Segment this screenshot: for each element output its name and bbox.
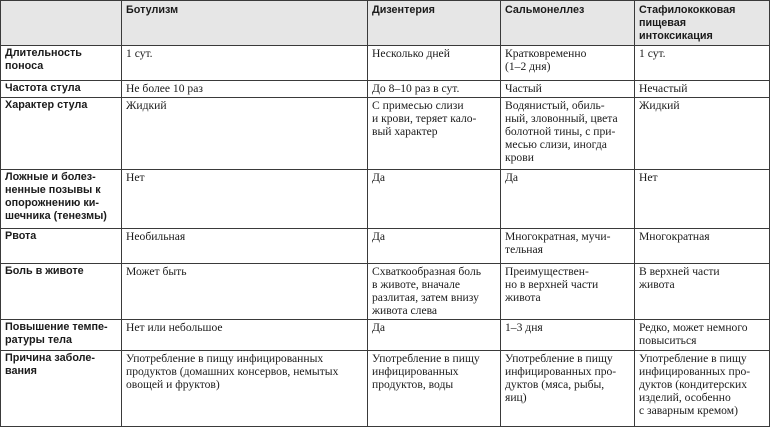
table-corner-cell	[1, 1, 122, 46]
table-header-row	[1, 1, 770, 46]
row-label-vomiting: Рвота	[1, 229, 122, 264]
table-cell: Употребление в пищу инфицированных продуктов, воды	[368, 351, 501, 427]
table-cell: 1 сут.	[635, 46, 770, 81]
column-header-dysentery: Дизентерия	[368, 1, 501, 46]
column-header-staph-intoxication: Стафилококковая пищевая интоксикация	[635, 1, 770, 46]
table-cell: Нет	[635, 170, 770, 229]
table-cell: Жидкий	[122, 98, 368, 170]
table-cell: Редко, может немного повыситься	[635, 320, 770, 351]
table-cell: Нечастый	[635, 81, 770, 98]
table-cell: Многократная, мучи- тельная	[501, 229, 635, 264]
table-row	[1, 229, 770, 264]
row-label-stool-character: Характер стула	[1, 98, 122, 170]
table-cell: Не более 10 раз	[122, 81, 368, 98]
table-cell: Несколько дней	[368, 46, 501, 81]
table-cell: Употребление в пищу инфицированных про- дуктов (кондитерских изделий, особенно с заварным кремом)	[635, 351, 770, 427]
row-label-fever: Повышение темпе- ратуры тела	[1, 320, 122, 351]
table-cell: 1–3 дня	[501, 320, 635, 351]
column-header-salmonellosis: Сальмонеллез	[501, 1, 635, 46]
table-cell: Многократная	[635, 229, 770, 264]
table-row	[1, 264, 770, 320]
row-label-stool-frequency: Частота стула	[1, 81, 122, 98]
table-cell: Схваткообразная боль в животе, вначале разлитая, затем внизу живота слева	[368, 264, 501, 320]
table-cell: Может быть	[122, 264, 368, 320]
table-cell: Употребление в пищу инфицированных про- дуктов (мяса, рыбы, яиц)	[501, 351, 635, 427]
table-cell: Нет	[122, 170, 368, 229]
table-row	[1, 320, 770, 351]
table-cell: Преимуществен- но в верхней части живота	[501, 264, 635, 320]
table-cell: Да	[501, 170, 635, 229]
table-cell: Водянистый, обиль- ный, зловонный, цвета болотной тины, с при- месью слизи, иногда крови	[501, 98, 635, 170]
table-cell: Кратковременно (1–2 дня)	[501, 46, 635, 81]
table-row	[1, 351, 770, 427]
column-header-botulism: Ботулизм	[122, 1, 368, 46]
table-cell: С примесью слизи и крови, теряет кало- вый характер	[368, 98, 501, 170]
table-cell: Жидкий	[635, 98, 770, 170]
row-label-diarrhea-duration: Длительность поноса	[1, 46, 122, 81]
row-label-tenesmus: Ложные и болез- ненные позывы к опорожнению ки- шечника (тенезмы)	[1, 170, 122, 229]
table-row	[1, 46, 770, 81]
table-cell: Частый	[501, 81, 635, 98]
row-label-abdominal-pain: Боль в животе	[1, 264, 122, 320]
table-row	[1, 170, 770, 229]
table-cell: До 8–10 раз в сут.	[368, 81, 501, 98]
table-cell: Да	[368, 229, 501, 264]
table-cell: Да	[368, 170, 501, 229]
table-cell: Необильная	[122, 229, 368, 264]
table-cell: Употребление в пищу инфицированных продуктов (домашних консервов, немытых овощей и фруктов)	[122, 351, 368, 427]
table-cell: 1 сут.	[122, 46, 368, 81]
table-cell: Нет или небольшое	[122, 320, 368, 351]
table-cell: Да	[368, 320, 501, 351]
table-row	[1, 98, 770, 170]
table-row	[1, 81, 770, 98]
table-cell: В верхней части живота	[635, 264, 770, 320]
row-label-cause: Причина заболе- вания	[1, 351, 122, 427]
